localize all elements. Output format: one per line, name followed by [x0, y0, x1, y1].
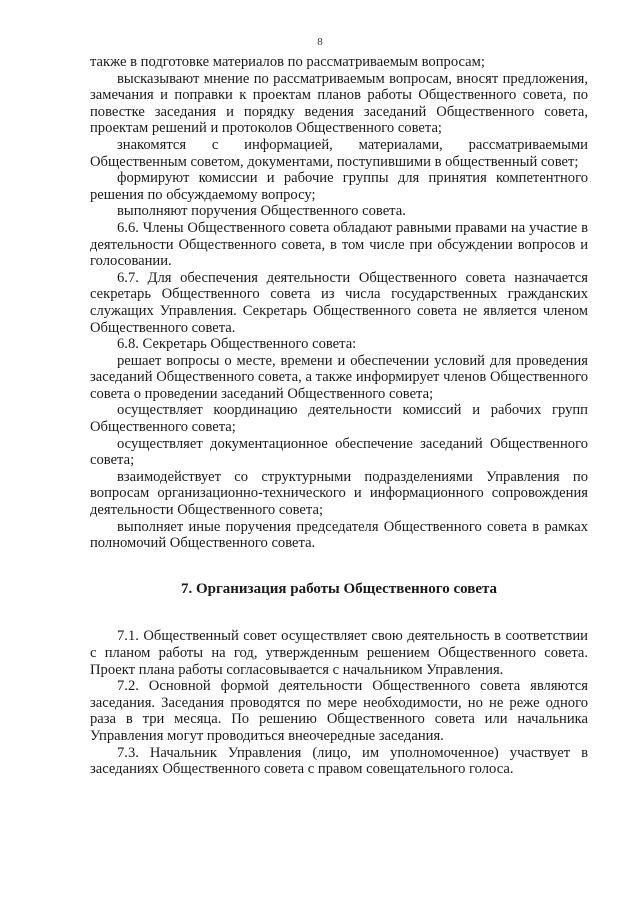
paragraph-after-2: 7.3. Начальник Управления (лицо, им уполномоченное) участвует в заседаниях Общественного совета с правом совещательного голоса. — [90, 744, 588, 778]
paragraph-after-0: 7.1. Общественный совет осуществляет свою деятельность в соответствии с планом работы на год, утвержденным решением Общественного совета. Проект плана работы согласовывается с начальником Управления. — [90, 628, 588, 678]
paragraph-before-0: также в подготовке материалов по рассматриваемым вопросам; — [90, 54, 485, 70]
paragraph-before-8: решает вопросы о месте, времени и обеспечении условий для проведения заседаний Общественного совета, а также информирует членов Общественного совета о проведении заседаний Общественного совета; — [90, 352, 588, 402]
paragraph-before-6: 6.7. Для обеспечения деятельности Общественного совета назначается секретарь Общественного совета из числа государственных гражданских служащих Управления. Секретарь Общественного совета не является членом Общественного совета. — [90, 269, 588, 336]
paragraph-before-9: осуществляет координацию деятельности комиссий и рабочих групп Общественного совета; — [90, 402, 588, 436]
paragraph-after-1: 7.2. Основной формой деятельности Общественного совета являются заседания. Заседания проводятся по мере необходимости, но не реже одного раза в три месяца. По решению Общественного совета или начальника Управления могут проводиться внеочередные заседания. — [90, 678, 588, 744]
paragraph-before-12: выполняет иные поручения председателя Общественного совета в рамках полномочий Общественного совета. — [90, 518, 588, 552]
paragraph-before-5: 6.6. Члены Общественного совета обладают равными правами на участие в деятельности Общественного совета, в том числе при обсуждении вопросов и голосовании. — [90, 219, 588, 270]
paragraph-before-2: знакомятся с информацией, материалами, рассматриваемыми Общественным советом, документами, поступившими в общественный совет; — [90, 136, 588, 170]
document-body — [90, 54, 588, 778]
paragraph-before-11: взаимодействует со структурными подразделениями Управления по вопросам организационно-технического и информационного сопровождения деятельности Общественного совета; — [90, 468, 588, 519]
paragraph-before-10: осуществляет документационное обеспечение заседаний Общественного совета; — [90, 435, 588, 469]
paragraph-before-7: 6.8. Секретарь Общественного совета: — [117, 336, 357, 353]
paragraph-before-3: формируют комиссии и рабочие группы для принятия компетентного решения по обсуждаемому вопросу; — [90, 170, 588, 203]
section-heading: 7. Организация работы Общественного совета — [180, 580, 498, 597]
paragraph-before-4: выполняют поручения Общественного совета. — [117, 203, 406, 220]
paragraph-before-1: высказывают мнение по рассматриваемым вопросам, вносят предложения, замечания и поправки к проектам планов работы Общественного совета, по повестке заседания и порядку ведения заседаний Общественного совета, проектам решений и протоколов Общественного совета; — [90, 70, 588, 137]
page-number: 8 — [317, 36, 323, 48]
